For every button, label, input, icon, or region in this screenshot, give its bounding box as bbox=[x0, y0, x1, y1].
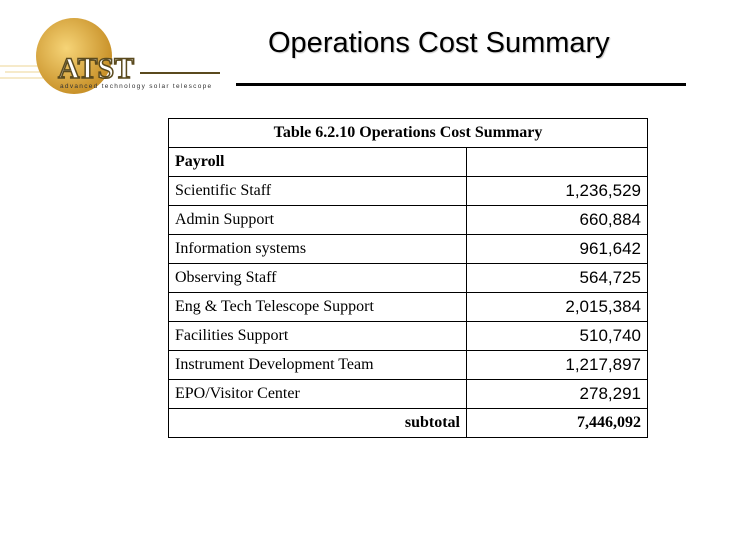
svg-text:ATST: ATST bbox=[58, 52, 135, 85]
section-empty-cell bbox=[467, 148, 648, 177]
title-divider bbox=[236, 83, 686, 86]
row-value: 1,236,529 bbox=[467, 177, 648, 206]
subtotal-row bbox=[169, 409, 648, 438]
subtotal-label: subtotal bbox=[169, 409, 467, 438]
row-label: Instrument Development Team bbox=[169, 351, 467, 380]
table-row bbox=[169, 293, 648, 322]
section-label-payroll: Payroll bbox=[169, 148, 467, 177]
svg-text:advanced technology solar tele: advanced technology solar telescope bbox=[60, 83, 213, 90]
row-label: EPO/Visitor Center bbox=[169, 380, 467, 409]
row-label: Admin Support bbox=[169, 206, 467, 235]
row-label: Information systems bbox=[169, 235, 467, 264]
row-value: 2,015,384 bbox=[467, 293, 648, 322]
row-label: Facilities Support bbox=[169, 322, 467, 351]
table-row bbox=[169, 322, 648, 351]
table-row bbox=[169, 206, 648, 235]
section-row bbox=[169, 148, 648, 177]
row-value: 278,291 bbox=[467, 380, 648, 409]
table-caption: Table 6.2.10 Operations Cost Summary bbox=[169, 119, 648, 148]
atst-logo bbox=[0, 14, 230, 98]
table-caption-row bbox=[169, 119, 648, 148]
row-value: 564,725 bbox=[467, 264, 648, 293]
row-value: 961,642 bbox=[467, 235, 648, 264]
row-value: 510,740 bbox=[467, 322, 648, 351]
row-label: Scientific Staff bbox=[169, 177, 467, 206]
row-label: Observing Staff bbox=[169, 264, 467, 293]
slide-title: Operations Cost Summary bbox=[268, 27, 610, 59]
table-row bbox=[169, 177, 648, 206]
table-row bbox=[169, 351, 648, 380]
cost-rows bbox=[169, 177, 648, 409]
subtotal-value: 7,446,092 bbox=[467, 409, 648, 438]
operations-cost-table bbox=[168, 118, 648, 438]
row-label: Eng & Tech Telescope Support bbox=[169, 293, 467, 322]
table-row bbox=[169, 235, 648, 264]
table-row bbox=[169, 380, 648, 409]
table-row bbox=[169, 264, 648, 293]
row-value: 660,884 bbox=[467, 206, 648, 235]
row-value: 1,217,897 bbox=[467, 351, 648, 380]
